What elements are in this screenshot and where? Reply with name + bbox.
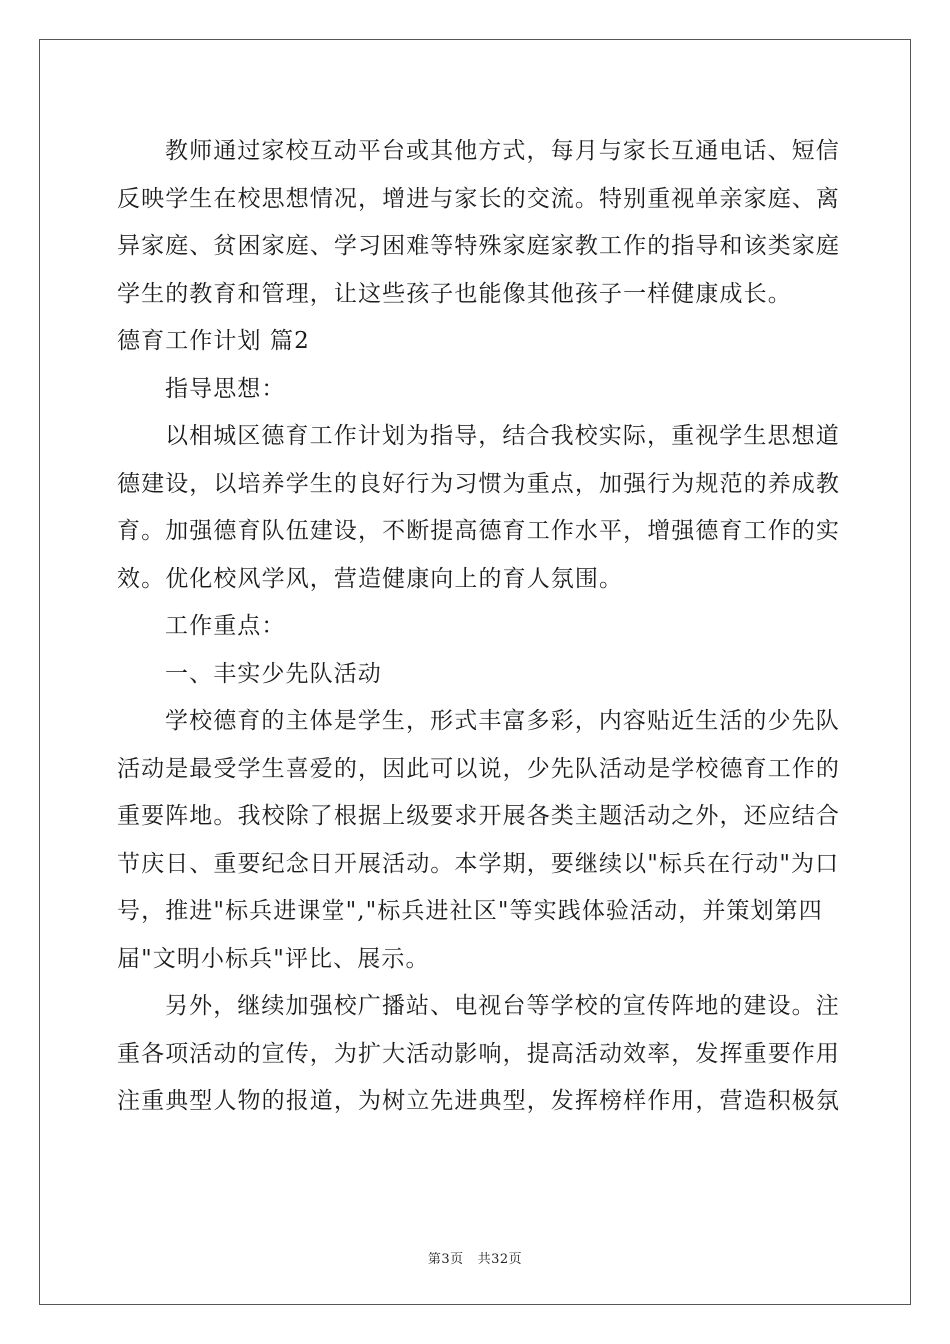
paragraph-line: 另外，继续加强校广播站、电视台等学校的宣传阵地的建设。注 [165, 993, 840, 1019]
paragraph-line: 效。优化校风学风，营造健康向上的育人氛围。 [117, 565, 624, 592]
paragraph-line: 教师通过家校互动平台或其他方式，每月与家长互通电话、短信 [165, 138, 840, 164]
paragraph-line: 学校德育的主体是学生，形式丰富多彩，内容贴近生活的少先队 [165, 708, 840, 734]
paragraph-line: 德建设，以培养学生的良好行为习惯为重点，加强行为规范的养成教 [117, 470, 840, 497]
subheading-work-focus: 工作重点： [165, 613, 286, 639]
paragraph-line: 届"文明小标兵"评比、展示。 [117, 945, 430, 972]
paragraph-line: 反映学生在校思想情况，增进与家长的交流。特别重视单亲家庭、离 [117, 185, 840, 212]
paragraph-line: 节庆日、重要纪念日开展活动。本学期，要继续以"标兵在行动"为口 [117, 850, 840, 877]
page-total: 共32页 [477, 1252, 523, 1267]
paragraph-line: 注重典型人物的报道，为树立先进典型，发挥榜样作用，营造积极氛 [117, 1088, 840, 1114]
document-body [117, 128, 840, 1126]
page-footer [0, 1248, 950, 1267]
section-heading: 德育工作计划 篇2 [117, 328, 310, 354]
paragraph-line: 异家庭、贫困家庭、学习困难等特殊家庭家教工作的指导和该类家庭 [117, 233, 840, 259]
paragraph-line: 活动是最受学生喜爱的，因此可以说，少先队活动是学校德育工作的 [117, 755, 840, 782]
paragraph-line: 号，推进"标兵进课堂","标兵进社区"等实践体验活动，并策划第四 [117, 898, 823, 924]
paragraph-line: 重各项活动的宣传，为扩大活动影响，提高活动效率，发挥重要作用 [117, 1040, 840, 1067]
subheading-item-one: 一、丰实少先队活动 [165, 660, 382, 687]
paragraph-line: 育。加强德育队伍建设，不断提高德育工作水平，增强德育工作的实 [117, 518, 840, 544]
subheading-guiding-thought: 指导思想： [165, 375, 286, 402]
page-number: 第3页 [427, 1252, 464, 1267]
paragraph-line: 学生的教育和管理，让这些孩子也能像其他孩子一样健康成长。 [117, 280, 792, 307]
paragraph-line: 以相城区德育工作计划为指导，结合我校实际，重视学生思想道 [165, 423, 840, 449]
paragraph-line: 重要阵地。我校除了根据上级要求开展各类主题活动之外，还应结合 [117, 803, 840, 829]
